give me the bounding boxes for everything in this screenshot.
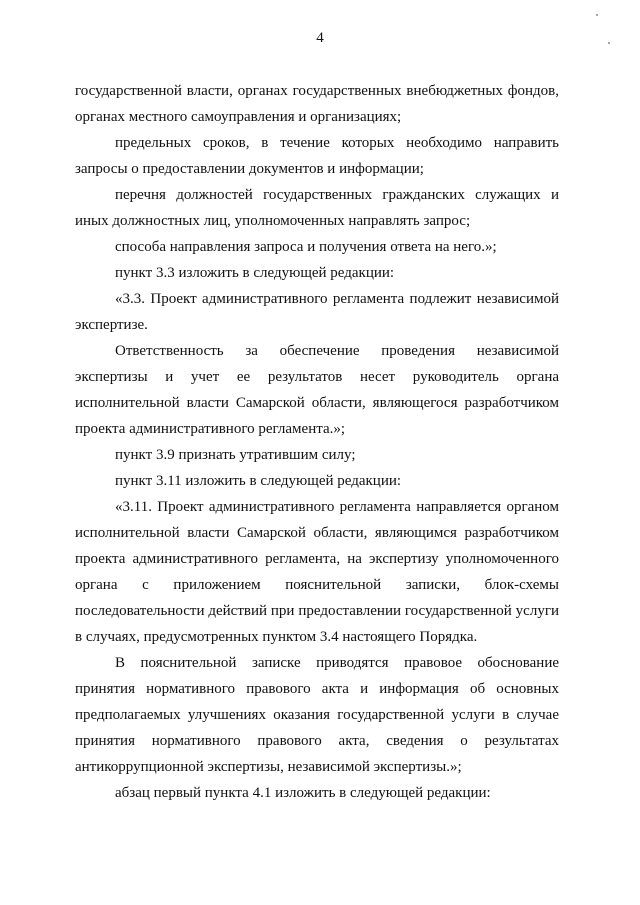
paragraph: «3.11. Проект административного регламента направляется органом исполнительной власти Самарской области, являющимся разработчиком проекта административного регламента, на экспертизу уполномоченного органа с приложением пояснительной записки, блок-схемы последовательности действий при предоставлении государственной услуги в случаях, предусмотренных пунктом 3.4 настоящего Порядка. — [75, 499, 559, 645]
paragraph: «3.3. Проект административного регламента подлежит независимой экспертизе. — [75, 291, 559, 333]
paragraph: способа направления запроса и получения ответа на него.»; — [115, 239, 497, 255]
paragraph: Ответственность за обеспечение проведения независимой экспертизы и учет ее результатов несет руководитель органа исполнительной власти Самарской области, являющегося разработчиком проекта административного регламента.»; — [75, 343, 559, 437]
scan-speck — [608, 42, 610, 44]
paragraph: государственной власти, органах государственных внебюджетных фондов, органах местного самоуправления и организациях; — [75, 83, 559, 125]
document-body — [75, 78, 559, 806]
page-number: 4 — [316, 30, 324, 46]
paragraph: В пояснительной записке приводятся правовое обоснование принятия нормативного правового акта и информация об основных предполагаемых улучшениях оказания государственной услуги в случае принятия нормативного правового акта, сведения о результатах антикоррупционной экспертизы, независимой экспертизы.»; — [75, 655, 559, 775]
paragraph: пункт 3.9 признать утратившим силу; — [115, 447, 356, 463]
scan-speck — [596, 14, 598, 16]
paragraph: перечня должностей государственных гражданских служащих и иных должностных лиц, уполномоченных направлять запрос; — [75, 187, 559, 229]
paragraph: предельных сроков, в течение которых необходимо направить запросы о предоставлении документов и информации; — [75, 135, 559, 177]
paragraph: абзац первый пункта 4.1 изложить в следующей редакции: — [115, 785, 491, 801]
paragraph: пункт 3.11 изложить в следующей редакции: — [115, 473, 402, 489]
paragraph: пункт 3.3 изложить в следующей редакции: — [115, 265, 395, 281]
